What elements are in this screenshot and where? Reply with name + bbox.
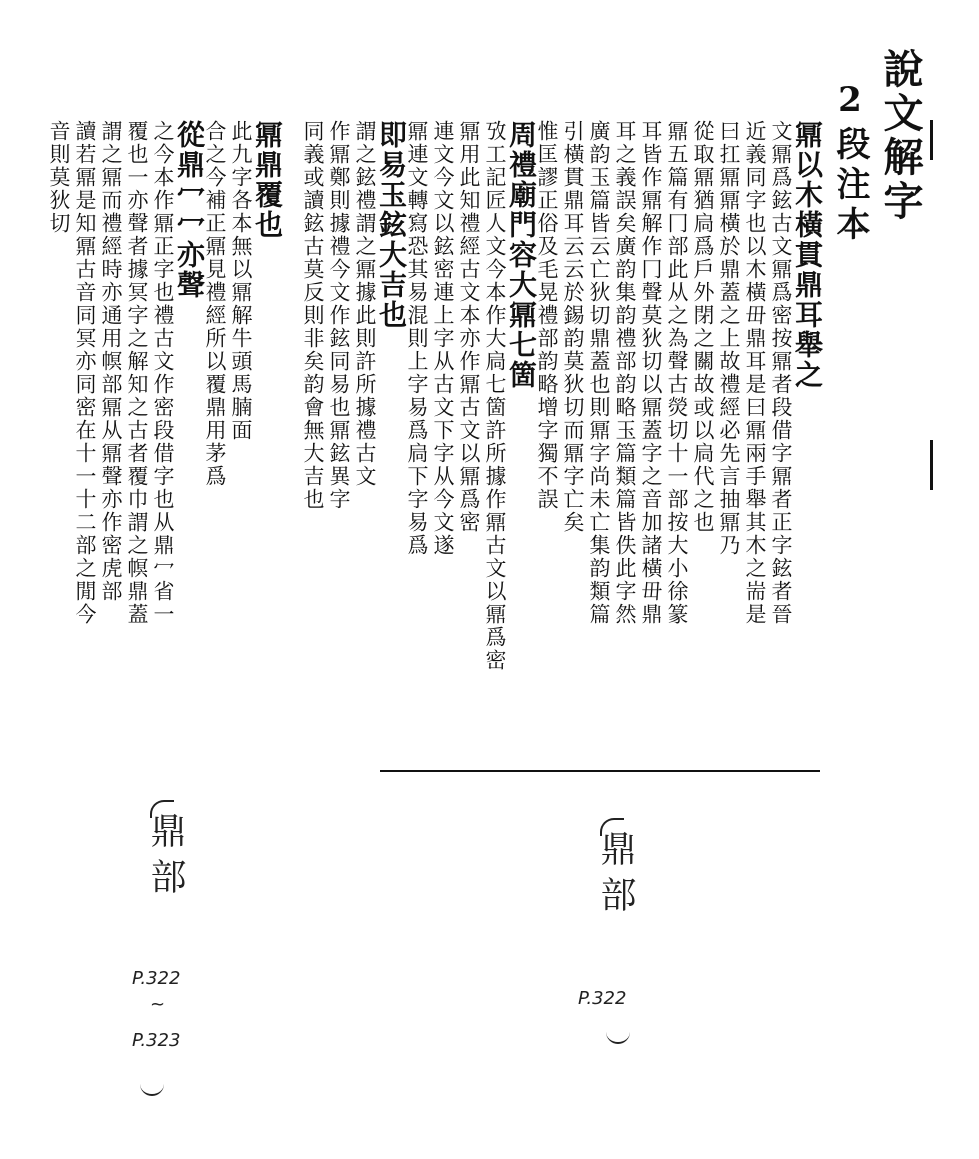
- handwritten-page-ref-left-b: P.323: [132, 1030, 181, 1051]
- main-headword-column: 即易玉鉉大吉也: [375, 120, 408, 330]
- main-commentary-column: 文鼏爲鉉古文鼏爲密按鼏者段借字鼏者正字鉉者晉: [769, 120, 793, 626]
- main-entry-block: [301, 120, 824, 772]
- main-commentary-column: 鼏用此知禮經古文本亦作鼏古文以鼏爲密: [457, 120, 481, 534]
- left-headword-column: 鼏鼎覆也: [251, 120, 284, 240]
- left-commentary-column: 覆也一亦聲者據冥字之解知之古者覆巾謂之幎鼎蓋: [125, 120, 149, 626]
- second-entry-block: [47, 120, 284, 760]
- main-commentary-column: 謂之鉉禮謂之鼏據此則許所據禮古文: [353, 120, 377, 488]
- main-commentary-column: 廣韵玉篇皆云亡狄切鼎蓋也則鼏字尚未亡集韵類篇: [587, 120, 611, 626]
- handwritten-char: 鼎: [595, 830, 636, 876]
- scan-edge-mark: [930, 120, 933, 160]
- left-commentary-column: 此九字各本無以鼏解牛頭馬腩面: [229, 120, 253, 442]
- edition-label: 2段注本: [830, 80, 870, 246]
- handwritten-paren-close-right: [606, 1030, 630, 1044]
- book-title: 說文解字: [877, 48, 924, 224]
- handwritten-char: 鼎: [145, 812, 186, 858]
- main-commentary-column: 曰扛鼏鼏橫於鼎蓋之上故禮經必先言抽鼏乃: [717, 120, 741, 557]
- main-commentary-column: 連文今文以鉉密連上字从古文下字从今文遂: [431, 120, 455, 557]
- handwritten-radical-note-right: [590, 830, 641, 922]
- main-commentary-column: 鼏五篇有冂部此从之為聲古熒切十一部按大小徐篆: [665, 120, 689, 626]
- handwritten-page-ref-left-a: P.322: [132, 968, 181, 989]
- main-commentary-column: 同義或讀鉉古莫反則非矣韵會無大吉也: [301, 120, 325, 511]
- main-commentary-column: 耳皆作鼏解作冂聲莫狄切以鼏蓋字之音加諸橫毌鼎: [639, 120, 663, 626]
- main-commentary-column: 引橫貫鼎耳云云於錫韵莫狄切而鼏字亡矣: [561, 120, 585, 534]
- main-commentary-column: 惟匡謬正俗及毛晃禮部韵略增字獨不誤: [535, 120, 559, 511]
- handwritten-paren-close-left: [140, 1082, 164, 1096]
- left-commentary-column: 合之今補正鼏見禮經所以覆鼎用茅爲: [203, 120, 227, 488]
- left-commentary-column: 之今本作鼏正字也禮古文作密段借字也从鼎冖省一: [151, 120, 175, 626]
- main-headword-column: 周禮廟門容大鼏七箇: [505, 120, 538, 390]
- handwritten-radical-note-left: [140, 812, 191, 904]
- handwritten-page-ref-right: P.322: [578, 988, 627, 1009]
- left-commentary-column: 謂之鼏而禮經時亦通用幎部鼏从鼏聲亦作密虎部: [99, 120, 123, 603]
- main-commentary-column: 鼏連文轉寫恐其易混則上字易爲扃下字易爲: [405, 120, 429, 557]
- left-commentary-column: 音則莫狄切: [47, 120, 71, 235]
- handwritten-char: 部: [145, 858, 186, 904]
- handwritten-char: 部: [595, 876, 636, 922]
- left-commentary-column: 讀若鼏是知鼏古音同冥亦同密在十一十二部之閒今: [73, 120, 97, 626]
- handwritten-tilde: ~: [150, 994, 166, 1015]
- left-headword-column: 從鼎冖冖亦聲: [173, 120, 206, 300]
- main-commentary-column: 從取鼏猶扃爲戶外閉之關故或以扃代之也: [691, 120, 715, 534]
- main-commentary-column: 作鼏鄭則據禮今文作鉉同易也鼏鉉異字: [327, 120, 351, 511]
- main-headword-column: 鼏以木橫貫鼎耳舉之: [791, 120, 824, 390]
- main-commentary-column: 近義同字也以木橫毌鼎耳是曰鼏兩手舉其木之耑是: [743, 120, 767, 626]
- scan-edge-mark: [930, 440, 933, 490]
- main-commentary-column: 耳之義誤矣廣韵集韵禮部韵略玉篇類篇皆佚此字然: [613, 120, 637, 626]
- main-commentary-column: 攷工記匠人文今本作大扃七箇許所據作鼏古文以鼏爲密: [483, 120, 507, 672]
